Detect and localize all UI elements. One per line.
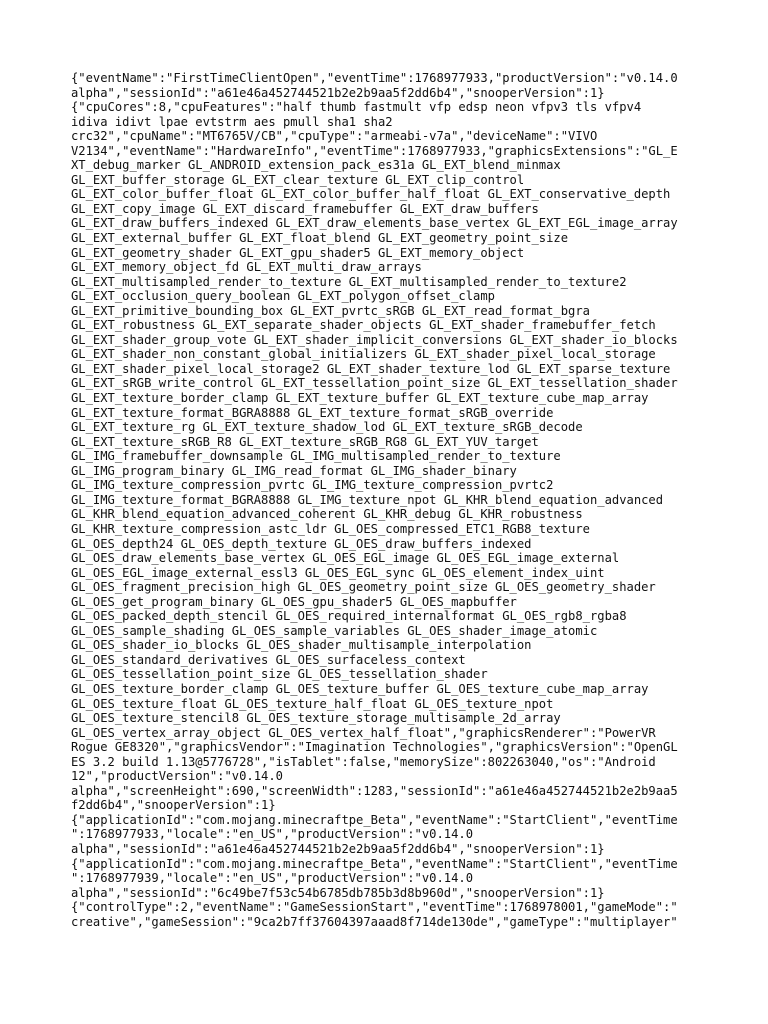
- log-line: ":1768977939,"locale":"en_US","productVersion":"v0.14.0: [71, 871, 474, 886]
- log-line: GL_OES_sample_shading GL_OES_sample_variables GL_OES_shader_image_atomic: [71, 623, 598, 638]
- log-line: GL_EXT_geometry_shader GL_EXT_gpu_shader5 GL_EXT_memory_object: [71, 245, 525, 260]
- log-line: Rogue GE8320","graphicsVendor":"Imagination Technologies","graphicsVersion":"OpenGL: [71, 740, 678, 755]
- log-line: GL_EXT_memory_object_fd GL_EXT_multi_draw_arrays: [71, 260, 422, 275]
- log-line: {"cpuCores":8,"cpuFeatures":"half thumb fastmult vfp edsp neon vfpv3 tls vfpv4: [71, 100, 642, 115]
- log-line: GL_OES_fragment_precision_high GL_OES_geometry_point_size GL_OES_geometry_shader: [71, 580, 656, 595]
- log-line: GL_EXT_buffer_storage GL_EXT_clear_texture GL_EXT_clip_control: [71, 172, 525, 187]
- log-line: GL_OES_tessellation_point_size GL_OES_tessellation_shader: [71, 667, 488, 682]
- log-line: GL_OES_depth24 GL_OES_depth_texture GL_OES_draw_buffers_indexed: [71, 536, 532, 551]
- log-line: {"controlType":2,"eventName":"GameSessionStart","eventTime":1768978001,"gameMode":": [71, 900, 678, 915]
- log-line: f2dd6b4","snooperVersion":1}: [71, 798, 276, 813]
- log-line: GL_OES_draw_elements_base_vertex GL_OES_EGL_image GL_OES_EGL_image_external: [71, 551, 620, 566]
- log-line: {"applicationId":"com.mojang.minecraftpe_Beta","eventName":"StartClient","eventTime: [71, 812, 678, 827]
- log-line: {"eventName":"FirstTimeClientOpen","eventTime":1768977933,"productVersion":"v0.14.0: [71, 71, 678, 85]
- log-line: GL_OES_EGL_image_external_essl3 GL_OES_EGL_sync GL_OES_element_index_uint: [71, 565, 605, 580]
- log-line: GL_EXT_shader_non_constant_global_initializers GL_EXT_shader_pixel_local_storage: [71, 347, 656, 362]
- log-line: alpha","screenHeight":690,"screenWidth":1283,"sessionId":"a61e46a452744521b2e2b9aa5: [71, 783, 678, 798]
- log-line: V2134","eventName":"HardwareInfo","eventTime":1768977933,"graphicsExtensions":"GL_E: [71, 143, 678, 158]
- log-line: GL_EXT_texture_rg GL_EXT_texture_shadow_lod GL_EXT_texture_sRGB_decode: [71, 420, 583, 435]
- log-line: alpha","sessionId":"a61e46a452744521b2e2b9aa5f2dd6b4","snooperVersion":1}: [71, 85, 605, 100]
- log-line: GL_EXT_draw_buffers_indexed GL_EXT_draw_elements_base_vertex GL_EXT_EGL_image_array: [71, 216, 678, 231]
- log-line: GL_OES_texture_stencil8 GL_OES_texture_storage_multisample_2d_array: [71, 711, 561, 726]
- log-line: GL_EXT_external_buffer GL_EXT_float_blend GL_EXT_geometry_point_size: [71, 231, 569, 246]
- log-line: ":1768977933,"locale":"en_US","productVersion":"v0.14.0: [71, 827, 474, 842]
- log-line: GL_EXT_occlusion_query_boolean GL_EXT_polygon_offset_clamp: [71, 289, 495, 304]
- log-line: idiva idivt lpae evtstrm aes pmull sha1 sha2: [71, 114, 393, 129]
- log-line: creative","gameSession":"9ca2b7ff37604397aaad8f714de130de","gameType":"multiplayer": [71, 914, 678, 929]
- log-line: GL_OES_texture_border_clamp GL_OES_texture_buffer GL_OES_texture_cube_map_array: [71, 681, 649, 696]
- log-line: GL_EXT_multisampled_render_to_texture GL_EXT_multisampled_render_to_texture2: [71, 274, 627, 289]
- log-line: GL_EXT_sRGB_write_control GL_EXT_tessellation_point_size GL_EXT_tessellation_shader: [71, 376, 678, 391]
- log-line: GL_IMG_texture_format_BGRA8888 GL_IMG_texture_npot GL_KHR_blend_equation_advanced: [71, 492, 664, 507]
- log-line: GL_KHR_blend_equation_advanced_coherent GL_KHR_debug GL_KHR_robustness: [71, 507, 583, 522]
- log-line: GL_OES_shader_io_blocks GL_OES_shader_multisample_interpolation: [71, 638, 532, 653]
- log-line: GL_EXT_shader_pixel_local_storage2 GL_EXT_shader_texture_lod GL_EXT_sparse_texture: [71, 361, 671, 376]
- log-line: GL_IMG_framebuffer_downsample GL_IMG_multisampled_render_to_texture: [71, 449, 561, 464]
- log-line: GL_OES_packed_depth_stencil GL_OES_required_internalformat GL_OES_rgb8_rgba8: [71, 609, 627, 624]
- log-line: GL_OES_get_program_binary GL_OES_gpu_shader5 GL_OES_mapbuffer: [71, 594, 517, 609]
- log-line: GL_EXT_primitive_bounding_box GL_EXT_pvrtc_sRGB GL_EXT_read_format_bgra: [71, 303, 590, 318]
- log-line: GL_IMG_program_binary GL_IMG_read_format GL_IMG_shader_binary: [71, 463, 517, 478]
- log-line: GL_OES_standard_derivatives GL_OES_surfaceless_context: [71, 652, 466, 667]
- log-line: GL_EXT_texture_format_BGRA8888 GL_EXT_texture_format_sRGB_override: [71, 405, 554, 420]
- log-line: crc32","cpuName":"MT6765V/CB","cpuType":"armeabi-v7a","deviceName":"VIVO: [71, 129, 598, 144]
- log-line: 12","productVersion":"v0.14.0: [71, 769, 283, 784]
- log-line: GL_EXT_copy_image GL_EXT_discard_framebuffer GL_EXT_draw_buffers: [71, 201, 539, 216]
- log-line: GL_EXT_robustness GL_EXT_separate_shader_objects GL_EXT_shader_framebuffer_fetch: [71, 318, 656, 333]
- log-line: XT_debug_marker GL_ANDROID_extension_pack_es31a GL_EXT_blend_minmax: [71, 158, 561, 173]
- log-line: alpha","sessionId":"a61e46a452744521b2e2b9aa5f2dd6b4","snooperVersion":1}: [71, 841, 605, 856]
- log-line: GL_KHR_texture_compression_astc_ldr GL_OES_compressed_ETC1_RGB8_texture: [71, 521, 590, 536]
- log-line: GL_IMG_texture_compression_pvrtc GL_IMG_texture_compression_pvrtc2: [71, 478, 554, 493]
- log-line: alpha","sessionId":"6c49be7f53c54b6785db785b3d8b960d","snooperVersion":1}: [71, 885, 605, 900]
- log-line: GL_EXT_shader_group_vote GL_EXT_shader_implicit_conversions GL_EXT_shader_io_blocks: [71, 332, 678, 347]
- log-line: GL_EXT_texture_sRGB_R8 GL_EXT_texture_sRGB_RG8 GL_EXT_YUV_target: [71, 434, 539, 449]
- log-line: GL_EXT_color_buffer_float GL_EXT_color_buffer_half_float GL_EXT_conservative_depth: [71, 187, 671, 202]
- log-line: {"applicationId":"com.mojang.minecraftpe_Beta","eventName":"StartClient","eventTime: [71, 856, 678, 871]
- log-line: GL_OES_texture_float GL_OES_texture_half_float GL_OES_texture_npot: [71, 696, 554, 711]
- log-line: ES 3.2 build 1.13@5776728","isTablet":false,"memorySize":802263040,"os":"Android: [71, 754, 656, 769]
- log-text-block: [71, 71, 711, 929]
- log-line: GL_OES_vertex_array_object GL_OES_vertex_half_float","graphicsRenderer":"PowerVR: [71, 725, 656, 740]
- log-line: GL_EXT_texture_border_clamp GL_EXT_texture_buffer GL_EXT_texture_cube_map_array: [71, 391, 649, 406]
